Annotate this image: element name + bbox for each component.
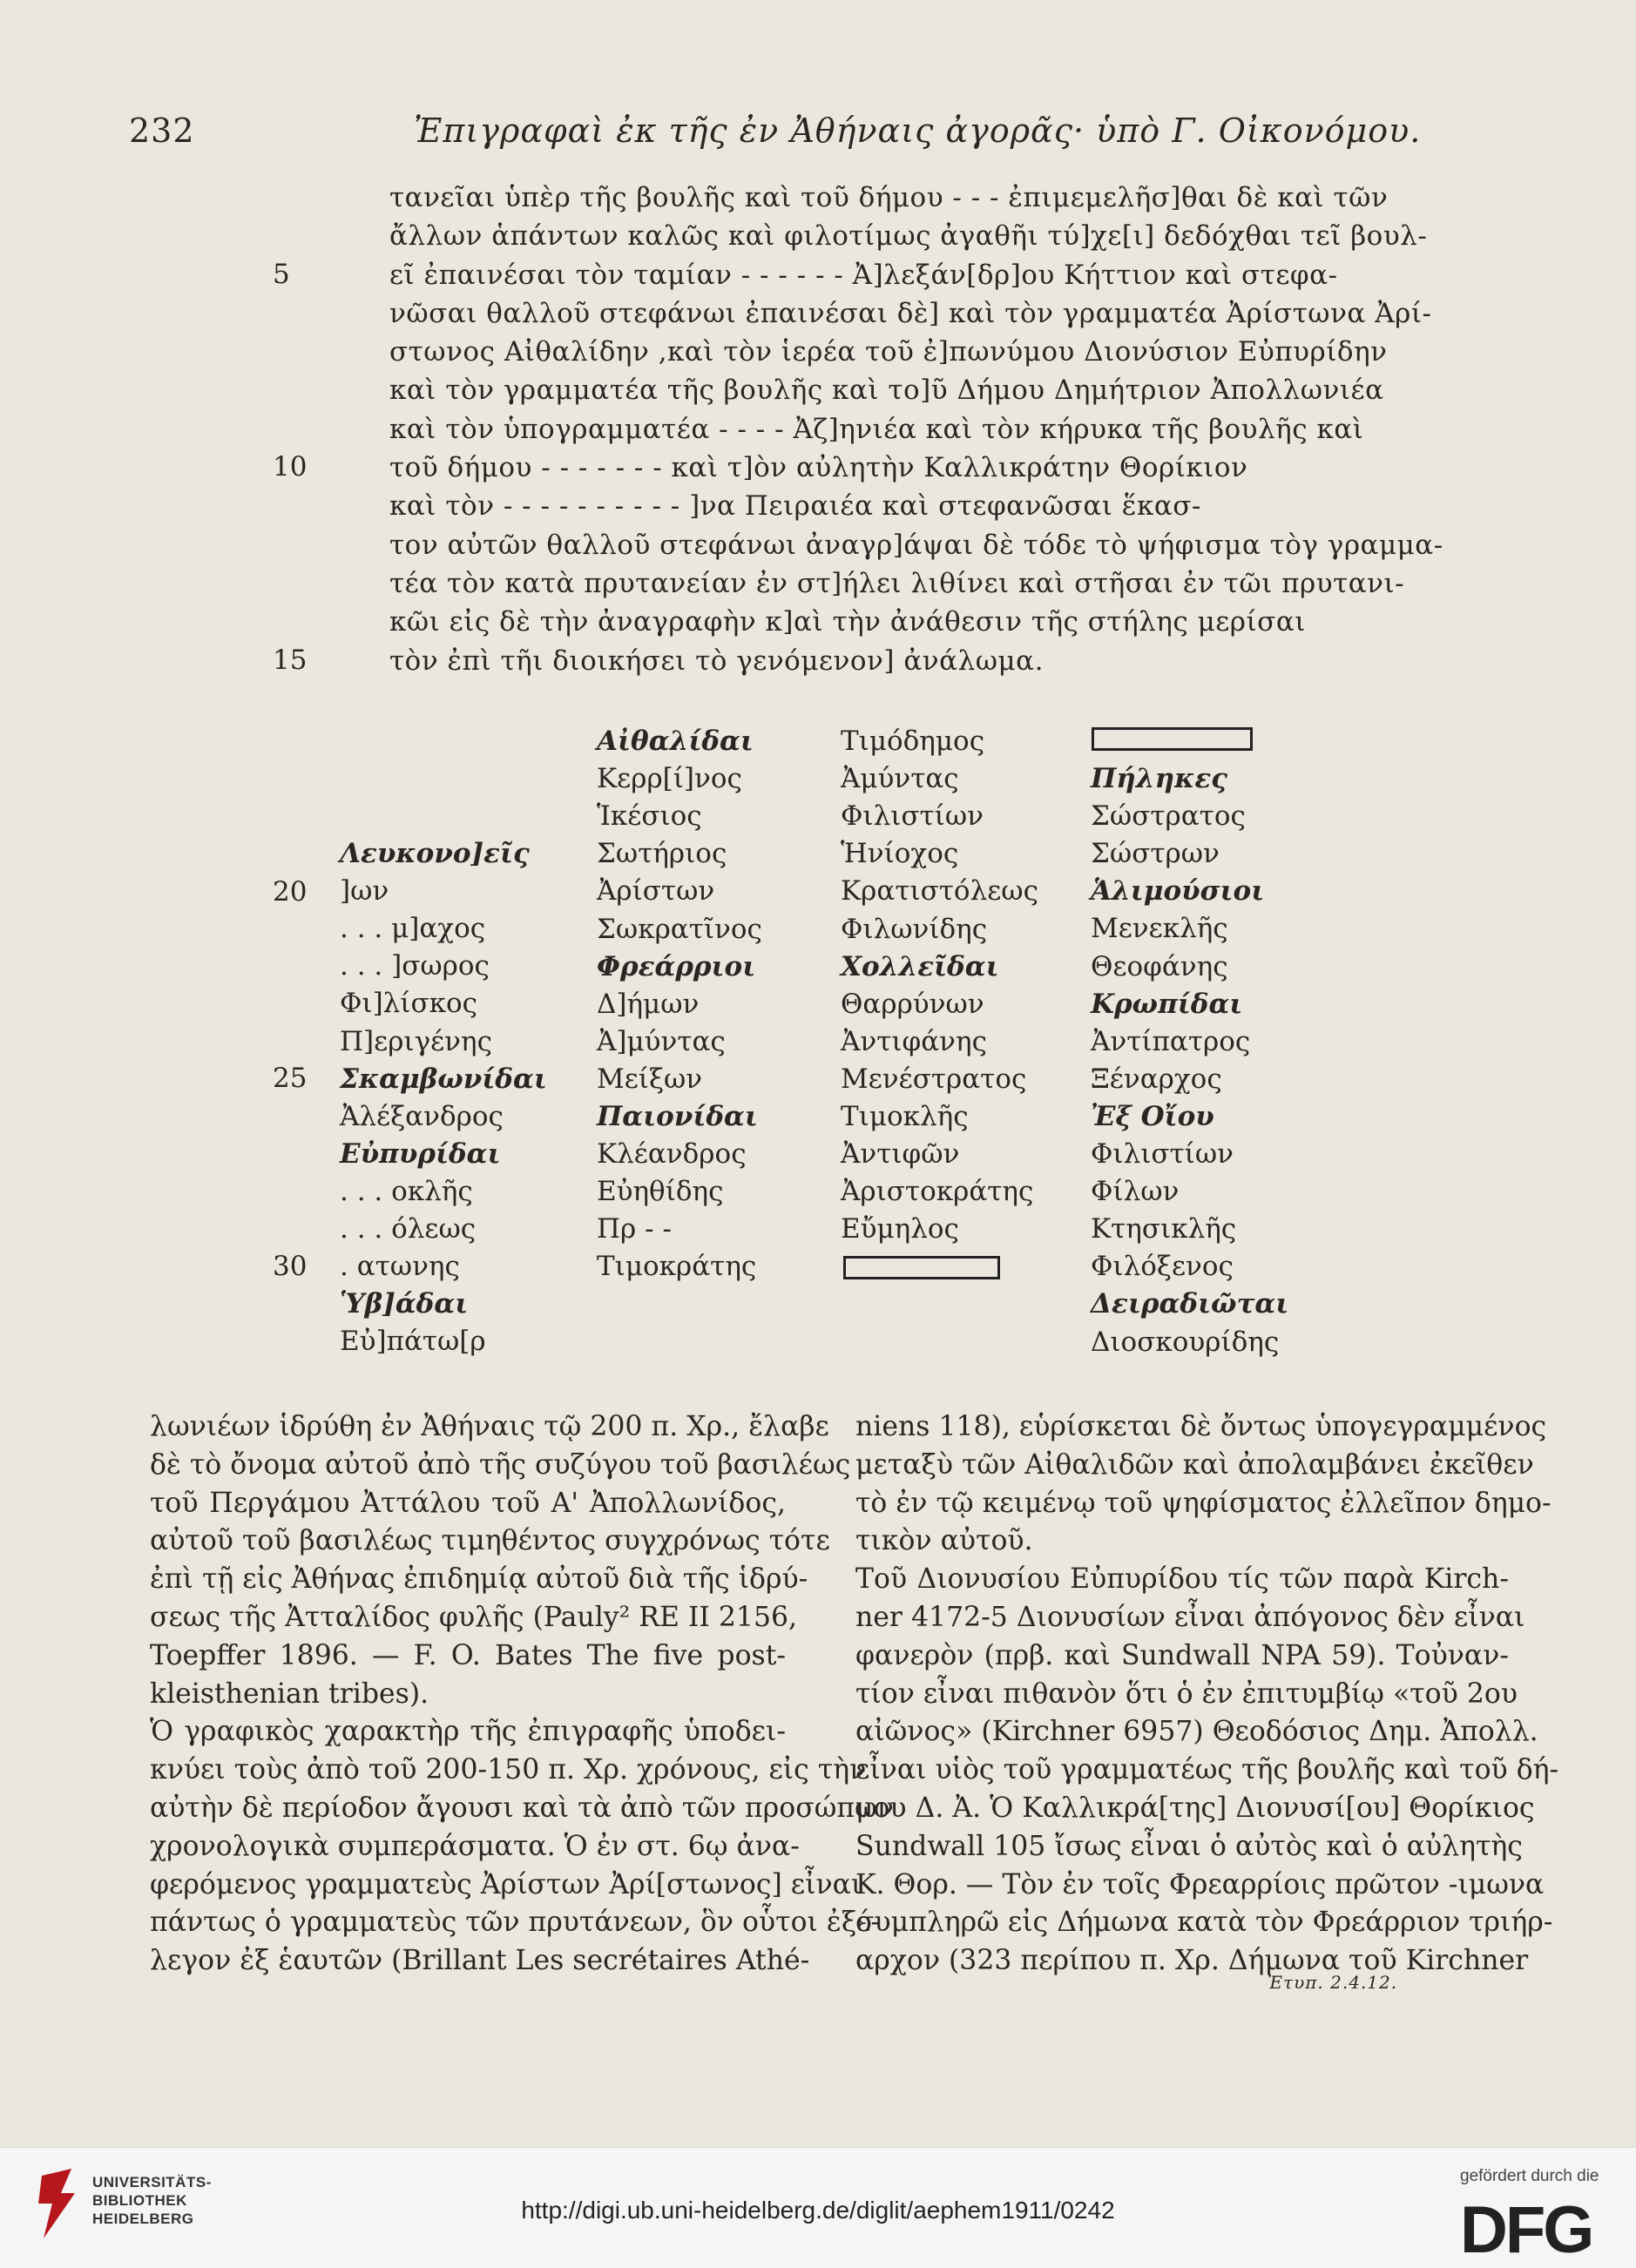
inscription-text xyxy=(389,179,1443,680)
personal-name: Ἀρίστων xyxy=(597,875,715,908)
line-number: 20 xyxy=(273,876,308,908)
deme-heading: Σκαμβωνίδαι xyxy=(340,1063,547,1095)
deme-heading: Εὐπυρίδαι xyxy=(340,1137,501,1170)
personal-name: Ἀντιφῶν xyxy=(841,1138,960,1171)
source-url-link[interactable]: http://digi.ub.uni-heidelberg.de/diglit/aephem1911/0242 xyxy=(521,2197,1115,2224)
personal-name: Φιλόξενος xyxy=(1091,1251,1234,1283)
commentary-line: δὲ τὸ ὄνομα αὐτοῦ ἀπὸ τῆς συζύγου τοῦ βασιλέως xyxy=(150,1448,851,1481)
personal-name: Κερρ[ί]νος xyxy=(597,763,742,795)
deme-heading: Φρεάρριοι xyxy=(597,950,756,982)
inscription-line: καὶ τὸν γραμματέα τῆς βουλῆς καὶ το]ῦ Δήμου Δημήτριον Ἀπολλωνιέα xyxy=(389,375,1384,407)
personal-name: Σωτήριος xyxy=(597,838,727,870)
commentary-line: φανερὸν (πρβ. καὶ Sundwall NPA 59). Τοὐναν- xyxy=(855,1639,1509,1671)
personal-name: . . . όλεως xyxy=(340,1213,477,1245)
commentary-line: κνύει τοὺς ἀπὸ τοῦ 200-150 π. Χρ. χρόνους, εἰς τὴν xyxy=(150,1754,867,1786)
dfg-logo: DFG xyxy=(1460,2193,1592,2267)
personal-name: Ἡνίοχος xyxy=(841,838,959,870)
commentary-line: μεταξὺ τῶν Αἰθαλιδῶν καὶ ἀπολαμβάνει ἐκεῖθεν xyxy=(855,1448,1534,1481)
running-title: Ἐπιγραφαὶ ἐκ τῆς ἐν Ἀθήναις ἀγορᾶς· ὑπὸ Γ. Οἰκονόμου. xyxy=(414,111,1422,150)
inscription-line: καὶ τὸν - - - - - - - - - - ]να Πειραιέα καὶ στεφανῶσαι ἕκασ- xyxy=(389,490,1201,523)
deme-heading: Δειραδιῶται xyxy=(1091,1288,1289,1320)
commentary-left-column xyxy=(150,1408,894,1981)
personal-name: Θεοφάνης xyxy=(1091,950,1228,982)
deme-heading: Κρωπίδαι xyxy=(1091,988,1243,1020)
personal-name: Σώστρων xyxy=(1091,838,1220,870)
line-number: 5 xyxy=(273,259,290,290)
commentary-line: Toepffer 1896. — F. O. Bates The five post- xyxy=(150,1639,786,1671)
line-number: 25 xyxy=(273,1063,308,1094)
personal-name: Μείξων xyxy=(597,1063,703,1095)
personal-name: . . . μ]αχος xyxy=(340,913,486,945)
personal-name: Εὐηθίδης xyxy=(597,1176,724,1208)
personal-name: Σωκρατῖνος xyxy=(597,913,762,945)
commentary-line: πάντως ὁ γραμματεὺς τῶν πρυτάνεων, ὃν οὗτοι ἐξέ- xyxy=(150,1907,881,1939)
inscription-line: τον αὐτῶν θαλλοῦ στεφάνωι ἀναγρ]άψαι δὲ τόδε τὸ ψήφισμα τὸγ γραμμα- xyxy=(389,529,1443,561)
erasure-box xyxy=(843,1256,1000,1279)
commentary-line: ἐπὶ τῇ εἰς Ἀθήνας ἐπιδημίᾳ αὐτοῦ διὰ τῆς ἱδρύ- xyxy=(150,1563,808,1596)
personal-name: Φιλωνίδης xyxy=(841,913,988,945)
commentary-line: Ὁ γραφικὸς χαρακτὴρ τῆς ἐπιγραφῆς ὑποδει- xyxy=(150,1716,786,1748)
personal-name: Τιμοκράτης xyxy=(597,1251,757,1283)
deme-heading: Αἰθαλίδαι xyxy=(597,726,754,757)
personal-name: . ατωνης xyxy=(340,1251,460,1283)
personal-name: Εὔμηλος xyxy=(841,1213,959,1245)
personal-name: Εὐ]πάτω[ρ xyxy=(340,1326,486,1358)
personal-name: . . . οκλῆς xyxy=(340,1175,473,1207)
page-number: 232 xyxy=(129,111,195,150)
inscription-line: νῶσαι θαλλοῦ στεφάνωι ἐπαινέσαι δὲ] καὶ τὸν γραμματέα Ἀρίστωνα Ἀρί- xyxy=(389,297,1432,329)
commentary-line: λεγον ἐξ ἑαυτῶν (Brillant Les secrétaires Athé- xyxy=(150,1945,810,1977)
erasure-box xyxy=(1092,727,1253,751)
personal-name: Θαρρύνων xyxy=(841,988,984,1020)
commentary-line: τίον εἶναι πιθανὸν ὅτι ὁ ἐν ἐπιτυμβίῳ «τοῦ 2ου xyxy=(855,1677,1518,1710)
deme-heading: Ἁλιμούσιοι xyxy=(1091,875,1265,908)
commentary-line: λωνιέων ἱδρύθη ἐν Ἀθήναις τῷ 200 π. Χρ., ἔλαβε xyxy=(150,1411,829,1442)
personal-name: Κρατιστόλεως xyxy=(841,875,1038,908)
inscription-line: ἄλλων ἁπάντων καλῶς καὶ φιλοτίμως ἀγαθῆι τύ]χε[ι] δεδόχθαι τεῖ βουλ- xyxy=(389,220,1428,253)
commentary-line: μου Δ. Ἀ. Ὁ Καλλικρά[της] Διονυσί[ου] Θορίκιος xyxy=(855,1792,1535,1824)
commentary-line: ner 4172-5 Διονυσίων εἶναι ἀπόγονος δὲν εἶναι xyxy=(855,1601,1525,1633)
inscription-line: εῖ ἐπαινέσαι τὸν ταμίαν - - - - - - Ἀ]λεξάν[δρ]ου Κήττιον καὶ στεφα- xyxy=(389,259,1338,291)
inscription-line: κῶι εἰς δὲ τὴν ἀναγραφὴν κ]αὶ τὴν ἀνάθεσιν τῆς στήλης μερίσαι xyxy=(389,606,1306,638)
print-date: Ἐτυπ. 2.4.12. xyxy=(1268,1972,1398,1993)
personal-name: Ἀντιφάνης xyxy=(841,1025,987,1057)
commentary-right-column xyxy=(855,1408,1559,1981)
personal-name: Πρ - - xyxy=(597,1213,672,1245)
personal-name: Ἀλέξανδρος xyxy=(340,1100,504,1132)
personal-name: Ἱκέσιος xyxy=(597,800,702,833)
inscription-line: τὸν ἐπὶ τῆι διοικήσει τὸ γενόμενον] ἀνάλωμα. xyxy=(389,645,1044,677)
inscription-line: καὶ τὸν ὑπογραμματέα - - - - Ἀζ]ηνιέα καὶ τὸν κήρυκα τῆς βουλῆς καὶ xyxy=(389,413,1364,445)
personal-name: Ἀριστοκράτης xyxy=(841,1176,1034,1208)
commentary-line: τοῦ Περγάμου Ἀττάλου τοῦ Α' Ἀπολλωνίδος, xyxy=(150,1487,786,1519)
commentary-line: kleisthenian tribes). xyxy=(150,1677,429,1710)
commentary-line: εἶναι υἱὸς τοῦ γραμματέως τῆς βουλῆς καὶ τοῦ δή- xyxy=(855,1754,1559,1786)
deme-heading: Ἐξ Οἴου xyxy=(1091,1100,1214,1132)
funding-caption: gefördert durch die xyxy=(1460,2167,1599,2185)
personal-name: . . . ]σωρος xyxy=(340,950,490,982)
commentary-line: αἰῶνος» (Kirchner 6957) Θεοδόσιος Δημ. Ἀπολλ. xyxy=(855,1716,1538,1748)
deme-heading: Χολλεῖδαι xyxy=(841,950,999,982)
commentary-line: φερόμενος γραμματεὺς Ἀρίστων Ἀρί[στωνος] εἶναι xyxy=(150,1868,862,1900)
personal-name: Σώστρατος xyxy=(1091,800,1246,833)
commentary-line: Κ. Θορ. — Τὸν ἐν τοῖς Φρεαρρίοις πρῶτον -ιμωνα xyxy=(855,1868,1545,1900)
commentary-line: τικὸν αὐτοῦ. xyxy=(855,1525,1033,1557)
line-number: 10 xyxy=(273,451,308,483)
personal-name: Φιλιστίων xyxy=(1091,1138,1234,1170)
personal-name: Μενεκλῆς xyxy=(1091,913,1228,945)
personal-name: Φιλιστίων xyxy=(841,800,984,833)
inscription-line: τανεῖαι ὑπὲρ τῆς βουλῆς καὶ τοῦ δήμου - - - ἐπιμεμελῆσ]θαι δὲ καὶ τῶν xyxy=(389,182,1389,213)
deme-heading: Παιονίδαι xyxy=(597,1101,758,1132)
inscription-line: τοῦ δήμου - - - - - - - καὶ τ]ὸν αὐλητὴν Καλλικράτην Θορίκιον xyxy=(389,452,1248,484)
commentary-line: συμπληρῶ εἰς Δήμωνα κατὰ τὸν Φρεάρριον τριήρ- xyxy=(855,1907,1553,1939)
inscription-line: τέα τὸν κατὰ πρυτανείαν ἐν στ]ήλει λιθίνει καὶ στῆσαι ἐν τῶι πρυτανι- xyxy=(389,567,1405,599)
deme-heading: Λευκονο]εῖς xyxy=(340,838,530,869)
commentary-line: αὐτὴν δὲ περίοδον ἄγουσι καὶ τὰ ἀπὸ τῶν προσώπων xyxy=(150,1792,894,1824)
commentary-line: σεως τῆς Ἀτταλίδος φυλῆς (Pauly² RE II 2156, xyxy=(150,1601,798,1633)
personal-name: Ἀ]μύντας xyxy=(597,1025,726,1057)
commentary-line: τὸ ἐν τῷ κειμένῳ τοῦ ψηφίσματος ἐλλεῖπον δημο- xyxy=(855,1487,1551,1519)
personal-name: Κλέανδρος xyxy=(597,1138,747,1171)
commentary-line: αὐτοῦ τοῦ βασιλέως τιμηθέντος συγχρόνως τότε xyxy=(150,1525,830,1557)
line-number: 15 xyxy=(273,645,308,676)
inscription-line: στωνος Αἰθαλίδην ,καὶ τὸν ἱερέα τοῦ ἐ]πωνύμου Διονύσιον Εὐπυρίδην xyxy=(389,336,1388,368)
personal-name: Κτησικλῆς xyxy=(1091,1213,1237,1245)
personal-name: Τιμοκλῆς xyxy=(841,1101,969,1132)
personal-name: Μενέστρατος xyxy=(841,1063,1027,1095)
commentary-line: αρχον (323 περίπου π. Χρ. Δήμωνα τοῦ Kirchner xyxy=(855,1945,1529,1977)
personal-name: Διοσκουρίδης xyxy=(1091,1326,1280,1358)
personal-name: Ἀντίπατρος xyxy=(1091,1025,1251,1057)
commentary-line: Sundwall 105 ἴσως εἶναι ὁ αὐτὸς καὶ ὁ αὐλητὴς xyxy=(855,1830,1523,1862)
deme-heading: Ὑβ]άδαι xyxy=(340,1288,469,1320)
deme-heading: Πήληκες xyxy=(1091,763,1228,794)
personal-name: Φίλων xyxy=(1091,1176,1180,1208)
library-name: UNIVERSITÄTS- BIBLIOTHEK HEIDELBERG xyxy=(92,2174,212,2227)
line-number: 30 xyxy=(273,1251,308,1282)
personal-name: ]ων xyxy=(340,875,389,908)
personal-name: Ξέναρχος xyxy=(1091,1063,1222,1095)
commentary-line: Τοῦ Διονυσίου Εὐπυρίδου τίς τῶν παρὰ Kirch- xyxy=(855,1563,1509,1596)
personal-name: Ἀμύντας xyxy=(841,763,959,795)
personal-name: Δ]ήμων xyxy=(597,988,700,1020)
personal-name: Φι]λίσκος xyxy=(340,988,478,1020)
personal-name: Π]εριγένης xyxy=(340,1025,492,1057)
commentary-line: χρονολογικὰ συμπεράσματα. Ὁ ἐν στ. 6ῳ ἀνα- xyxy=(150,1830,800,1862)
commentary-line: niens 118), εὑρίσκεται δὲ ὄντως ὑπογεγραμμένος xyxy=(855,1411,1547,1442)
personal-name: Τιμόδημος xyxy=(841,726,985,757)
